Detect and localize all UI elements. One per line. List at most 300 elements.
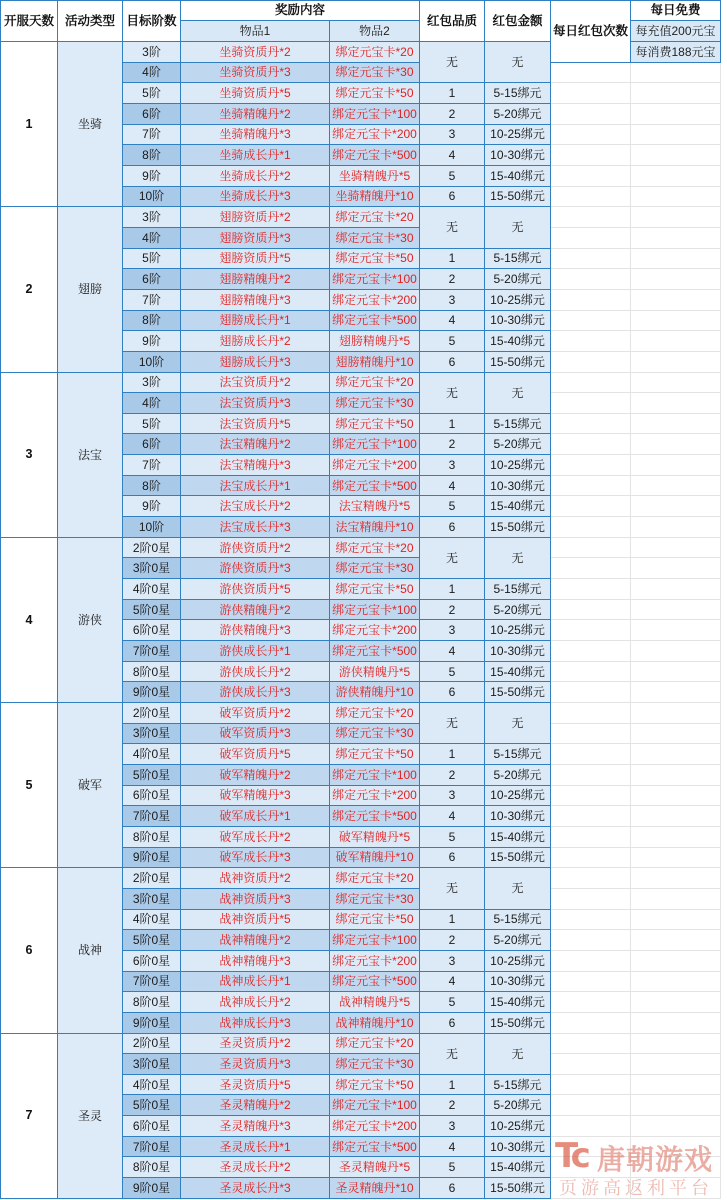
target-cell: 9阶0星 xyxy=(123,682,181,703)
empty-cell xyxy=(631,847,721,868)
empty-cell xyxy=(631,641,721,662)
item2-cell: 圣灵精魄丹*5 xyxy=(330,1157,420,1178)
item2-cell: 绑定元宝卡*20 xyxy=(330,868,420,889)
target-cell: 7阶 xyxy=(123,289,181,310)
empty-cell xyxy=(551,950,631,971)
empty-cell xyxy=(551,103,631,124)
amount-cell: 10-25绑元 xyxy=(485,124,551,145)
target-cell: 8阶 xyxy=(123,475,181,496)
empty-cell xyxy=(551,558,631,579)
item1-cell: 法宝成长丹*2 xyxy=(181,496,330,517)
quality-cell: 1 xyxy=(420,579,485,600)
quality-cell: 4 xyxy=(420,310,485,331)
quality-cell: 5 xyxy=(420,165,485,186)
empty-cell xyxy=(631,661,721,682)
target-cell: 5阶0星 xyxy=(123,930,181,951)
quality-cell: 2 xyxy=(420,103,485,124)
amount-cell: 15-40绑元 xyxy=(485,661,551,682)
empty-cell xyxy=(551,620,631,641)
empty-cell xyxy=(631,744,721,765)
type-cell: 法宝 xyxy=(58,372,123,537)
empty-cell xyxy=(631,537,721,558)
empty-cell xyxy=(551,207,631,228)
empty-cell xyxy=(551,723,631,744)
item1-cell: 游侠资质丹*5 xyxy=(181,579,330,600)
target-cell: 2阶0星 xyxy=(123,537,181,558)
type-cell: 坐骑 xyxy=(58,42,123,207)
empty-cell xyxy=(631,992,721,1013)
empty-cell xyxy=(631,269,721,290)
day-cell: 7 xyxy=(1,1033,58,1198)
item1-cell: 战神精魄丹*2 xyxy=(181,930,330,951)
table-row xyxy=(1,537,721,558)
item2-cell: 绑定元宝卡*100 xyxy=(330,269,420,290)
day-cell: 2 xyxy=(1,207,58,372)
item2-cell: 绑定元宝卡*50 xyxy=(330,744,420,765)
quality-cell: 6 xyxy=(420,1178,485,1199)
amount-cell: 5-15绑元 xyxy=(485,744,551,765)
item2-cell: 绑定元宝卡*20 xyxy=(330,207,420,228)
empty-cell xyxy=(631,393,721,414)
item1-cell: 坐骑资质丹*3 xyxy=(181,62,330,83)
item2-cell: 绑定元宝卡*30 xyxy=(330,558,420,579)
target-cell: 6阶 xyxy=(123,103,181,124)
item2-cell: 圣灵精魄丹*10 xyxy=(330,1178,420,1199)
item2-cell: 绑定元宝卡*20 xyxy=(330,703,420,724)
item2-cell: 绑定元宝卡*200 xyxy=(330,785,420,806)
daily-free-consume: 每消费188元宝 xyxy=(631,42,721,63)
amount-cell: 15-40绑元 xyxy=(485,1157,551,1178)
target-cell: 10阶 xyxy=(123,351,181,372)
target-cell: 9阶 xyxy=(123,165,181,186)
amount-cell: 无 xyxy=(485,537,551,578)
item1-cell: 翅膀成长丹*3 xyxy=(181,351,330,372)
item2-cell: 绑定元宝卡*100 xyxy=(330,434,420,455)
item2-cell: 坐骑精魄丹*10 xyxy=(330,186,420,207)
empty-cell xyxy=(551,227,631,248)
target-cell: 6阶0星 xyxy=(123,1116,181,1137)
empty-cell xyxy=(631,620,721,641)
amount-cell: 5-15绑元 xyxy=(485,579,551,600)
amount-cell: 5-15绑元 xyxy=(485,909,551,930)
empty-cell xyxy=(631,930,721,951)
empty-cell xyxy=(631,372,721,393)
quality-cell: 6 xyxy=(420,351,485,372)
item1-cell: 破军精魄丹*3 xyxy=(181,785,330,806)
item2-cell: 绑定元宝卡*50 xyxy=(330,413,420,434)
empty-cell xyxy=(551,475,631,496)
empty-cell xyxy=(631,682,721,703)
table-row xyxy=(1,703,721,724)
type-cell: 翅膀 xyxy=(58,207,123,372)
item2-cell: 绑定元宝卡*100 xyxy=(330,599,420,620)
empty-cell xyxy=(631,1054,721,1075)
empty-cell xyxy=(631,971,721,992)
item1-cell: 游侠成长丹*2 xyxy=(181,661,330,682)
item2-cell: 绑定元宝卡*200 xyxy=(330,1116,420,1137)
quality-cell: 1 xyxy=(420,744,485,765)
empty-cell xyxy=(631,496,721,517)
item2-cell: 绑定元宝卡*500 xyxy=(330,475,420,496)
amount-cell: 15-50绑元 xyxy=(485,682,551,703)
item1-cell: 圣灵精魄丹*3 xyxy=(181,1116,330,1137)
target-cell: 10阶 xyxy=(123,186,181,207)
empty-cell xyxy=(631,331,721,352)
item1-cell: 法宝精魄丹*2 xyxy=(181,434,330,455)
target-cell: 3阶0星 xyxy=(123,888,181,909)
day-cell: 3 xyxy=(1,372,58,537)
item1-cell: 破军成长丹*2 xyxy=(181,826,330,847)
item1-cell: 游侠成长丹*3 xyxy=(181,682,330,703)
amount-cell: 10-25绑元 xyxy=(485,950,551,971)
empty-cell xyxy=(631,475,721,496)
empty-cell xyxy=(631,145,721,166)
item2-cell: 绑定元宝卡*50 xyxy=(330,248,420,269)
empty-cell xyxy=(551,289,631,310)
item1-cell: 圣灵成长丹*3 xyxy=(181,1178,330,1199)
amount-cell: 10-25绑元 xyxy=(485,289,551,310)
quality-cell: 3 xyxy=(420,620,485,641)
empty-cell xyxy=(631,599,721,620)
quality-cell: 5 xyxy=(420,992,485,1013)
target-cell: 3阶 xyxy=(123,42,181,63)
target-cell: 2阶0星 xyxy=(123,868,181,889)
item1-cell: 游侠资质丹*2 xyxy=(181,537,330,558)
amount-cell: 15-40绑元 xyxy=(485,165,551,186)
target-cell: 6阶0星 xyxy=(123,620,181,641)
header-daily-free: 每日免费 xyxy=(631,1,721,21)
item2-cell: 翅膀精魄丹*10 xyxy=(330,351,420,372)
empty-cell xyxy=(631,558,721,579)
quality-cell: 4 xyxy=(420,1136,485,1157)
quality-cell: 2 xyxy=(420,764,485,785)
amount-cell: 5-15绑元 xyxy=(485,413,551,434)
empty-cell xyxy=(631,868,721,889)
quality-cell: 2 xyxy=(420,930,485,951)
empty-cell xyxy=(631,413,721,434)
empty-cell xyxy=(551,145,631,166)
target-cell: 9阶 xyxy=(123,496,181,517)
empty-cell xyxy=(631,434,721,455)
target-cell: 7阶 xyxy=(123,124,181,145)
quality-cell: 无 xyxy=(420,868,485,909)
empty-cell xyxy=(551,372,631,393)
target-cell: 7阶0星 xyxy=(123,1136,181,1157)
item1-cell: 战神资质丹*5 xyxy=(181,909,330,930)
empty-cell xyxy=(631,579,721,600)
quality-cell: 1 xyxy=(420,1074,485,1095)
target-cell: 5阶0星 xyxy=(123,764,181,785)
target-cell: 10阶 xyxy=(123,517,181,538)
quality-cell: 5 xyxy=(420,661,485,682)
target-cell: 4阶0星 xyxy=(123,909,181,930)
item2-cell: 绑定元宝卡*100 xyxy=(330,1095,420,1116)
empty-cell xyxy=(551,517,631,538)
item2-cell: 绑定元宝卡*30 xyxy=(330,888,420,909)
empty-cell xyxy=(631,1095,721,1116)
target-cell: 2阶0星 xyxy=(123,703,181,724)
header-type: 活动类型 xyxy=(58,1,123,42)
quality-cell: 3 xyxy=(420,124,485,145)
item2-cell: 绑定元宝卡*50 xyxy=(330,1074,420,1095)
item2-cell: 绑定元宝卡*100 xyxy=(330,930,420,951)
amount-cell: 5-20绑元 xyxy=(485,764,551,785)
quality-cell: 5 xyxy=(420,331,485,352)
item2-cell: 绑定元宝卡*50 xyxy=(330,579,420,600)
quality-cell: 3 xyxy=(420,455,485,476)
target-cell: 4阶0星 xyxy=(123,579,181,600)
quality-cell: 3 xyxy=(420,289,485,310)
target-cell: 6阶 xyxy=(123,434,181,455)
target-cell: 5阶0星 xyxy=(123,1095,181,1116)
amount-cell: 15-40绑元 xyxy=(485,331,551,352)
amount-cell: 5-15绑元 xyxy=(485,83,551,104)
item2-cell: 绑定元宝卡*20 xyxy=(330,372,420,393)
empty-cell xyxy=(551,1012,631,1033)
item2-cell: 绑定元宝卡*20 xyxy=(330,42,420,63)
brand-logo-icon: Tc xyxy=(555,1136,588,1176)
quality-cell: 5 xyxy=(420,1157,485,1178)
empty-cell xyxy=(551,83,631,104)
target-cell: 8阶 xyxy=(123,310,181,331)
empty-cell xyxy=(551,682,631,703)
target-cell: 3阶0星 xyxy=(123,1054,181,1075)
amount-cell: 5-20绑元 xyxy=(485,103,551,124)
empty-cell xyxy=(631,764,721,785)
amount-cell: 10-30绑元 xyxy=(485,475,551,496)
item1-cell: 圣灵精魄丹*2 xyxy=(181,1095,330,1116)
item2-cell: 法宝精魄丹*10 xyxy=(330,517,420,538)
empty-cell xyxy=(551,909,631,930)
item2-cell: 破军精魄丹*5 xyxy=(330,826,420,847)
target-cell: 2阶0星 xyxy=(123,1033,181,1054)
quality-cell: 1 xyxy=(420,83,485,104)
quality-cell: 4 xyxy=(420,971,485,992)
empty-cell xyxy=(551,888,631,909)
item1-cell: 坐骑成长丹*3 xyxy=(181,186,330,207)
target-cell: 6阶 xyxy=(123,269,181,290)
item1-cell: 法宝成长丹*1 xyxy=(181,475,330,496)
amount-cell: 15-40绑元 xyxy=(485,826,551,847)
item1-cell: 战神资质丹*2 xyxy=(181,868,330,889)
target-cell: 3阶 xyxy=(123,372,181,393)
item2-cell: 绑定元宝卡*30 xyxy=(330,393,420,414)
quality-cell: 无 xyxy=(420,1033,485,1074)
header-item1: 物品1 xyxy=(181,21,330,42)
target-cell: 8阶0星 xyxy=(123,1157,181,1178)
item1-cell: 破军成长丹*1 xyxy=(181,806,330,827)
day-cell: 6 xyxy=(1,868,58,1033)
item1-cell: 破军资质丹*3 xyxy=(181,723,330,744)
item2-cell: 绑定元宝卡*500 xyxy=(330,806,420,827)
empty-cell xyxy=(631,310,721,331)
empty-cell xyxy=(631,785,721,806)
empty-cell xyxy=(551,579,631,600)
empty-cell xyxy=(551,331,631,352)
item2-cell: 绑定元宝卡*500 xyxy=(330,971,420,992)
target-cell: 8阶 xyxy=(123,145,181,166)
empty-cell xyxy=(631,455,721,476)
type-cell: 战神 xyxy=(58,868,123,1033)
quality-cell: 无 xyxy=(420,703,485,744)
amount-cell: 无 xyxy=(485,1033,551,1074)
amount-cell: 无 xyxy=(485,42,551,83)
empty-cell xyxy=(551,1033,631,1054)
quality-cell: 3 xyxy=(420,950,485,971)
amount-cell: 15-50绑元 xyxy=(485,186,551,207)
quality-cell: 2 xyxy=(420,599,485,620)
target-cell: 5阶 xyxy=(123,83,181,104)
item1-cell: 游侠成长丹*1 xyxy=(181,641,330,662)
empty-cell xyxy=(551,351,631,372)
empty-cell xyxy=(631,103,721,124)
item1-cell: 圣灵资质丹*3 xyxy=(181,1054,330,1075)
empty-cell xyxy=(551,661,631,682)
empty-cell xyxy=(551,826,631,847)
quality-cell: 5 xyxy=(420,826,485,847)
item1-cell: 游侠精魄丹*3 xyxy=(181,620,330,641)
item2-cell: 坐骑精魄丹*5 xyxy=(330,165,420,186)
item2-cell: 绑定元宝卡*200 xyxy=(330,620,420,641)
empty-cell xyxy=(551,1074,631,1095)
day-cell: 4 xyxy=(1,537,58,702)
amount-cell: 5-20绑元 xyxy=(485,599,551,620)
item1-cell: 翅膀资质丹*3 xyxy=(181,227,330,248)
item1-cell: 战神成长丹*1 xyxy=(181,971,330,992)
amount-cell: 10-30绑元 xyxy=(485,806,551,827)
quality-cell: 5 xyxy=(420,496,485,517)
empty-cell xyxy=(631,806,721,827)
item2-cell: 战神精魄丹*5 xyxy=(330,992,420,1013)
quality-cell: 4 xyxy=(420,806,485,827)
quality-cell: 无 xyxy=(420,372,485,413)
target-cell: 9阶0星 xyxy=(123,847,181,868)
item1-cell: 坐骑成长丹*2 xyxy=(181,165,330,186)
quality-cell: 3 xyxy=(420,785,485,806)
watermark-title: 唐朝游戏 xyxy=(597,1144,714,1175)
empty-cell xyxy=(631,124,721,145)
item2-cell: 绑定元宝卡*200 xyxy=(330,950,420,971)
type-cell: 破军 xyxy=(58,703,123,868)
item1-cell: 破军资质丹*5 xyxy=(181,744,330,765)
target-cell: 3阶0星 xyxy=(123,558,181,579)
item2-cell: 绑定元宝卡*500 xyxy=(330,1136,420,1157)
amount-cell: 5-20绑元 xyxy=(485,269,551,290)
item1-cell: 法宝精魄丹*3 xyxy=(181,455,330,476)
empty-cell xyxy=(551,806,631,827)
quality-cell: 4 xyxy=(420,475,485,496)
amount-cell: 无 xyxy=(485,207,551,248)
amount-cell: 15-50绑元 xyxy=(485,351,551,372)
item2-cell: 绑定元宝卡*200 xyxy=(330,289,420,310)
empty-cell xyxy=(551,868,631,889)
item1-cell: 翅膀精魄丹*3 xyxy=(181,289,330,310)
table-row xyxy=(1,207,721,228)
table-row xyxy=(1,372,721,393)
table-row xyxy=(1,1033,721,1054)
empty-cell xyxy=(631,1033,721,1054)
empty-cell xyxy=(551,930,631,951)
empty-cell xyxy=(631,62,721,83)
item2-cell: 绑定元宝卡*30 xyxy=(330,723,420,744)
empty-cell xyxy=(551,785,631,806)
item2-cell: 战神精魄丹*10 xyxy=(330,1012,420,1033)
empty-cell xyxy=(551,971,631,992)
empty-cell xyxy=(631,1012,721,1033)
watermark-subtitle: 页游高返利平台 xyxy=(559,1178,713,1198)
item2-cell: 绑定元宝卡*200 xyxy=(330,455,420,476)
item1-cell: 法宝资质丹*5 xyxy=(181,413,330,434)
target-cell: 8阶0星 xyxy=(123,826,181,847)
target-cell: 9阶0星 xyxy=(123,1012,181,1033)
target-cell: 8阶0星 xyxy=(123,992,181,1013)
item1-cell: 战神成长丹*2 xyxy=(181,992,330,1013)
item2-cell: 绑定元宝卡*30 xyxy=(330,62,420,83)
item2-cell: 绑定元宝卡*50 xyxy=(330,909,420,930)
target-cell: 4阶 xyxy=(123,62,181,83)
type-cell: 游侠 xyxy=(58,537,123,702)
amount-cell: 15-50绑元 xyxy=(485,847,551,868)
item2-cell: 绑定元宝卡*500 xyxy=(330,145,420,166)
amount-cell: 10-25绑元 xyxy=(485,1116,551,1137)
header-reward: 奖励内容 xyxy=(181,1,420,21)
item1-cell: 圣灵资质丹*5 xyxy=(181,1074,330,1095)
empty-cell xyxy=(631,703,721,724)
quality-cell: 2 xyxy=(420,1095,485,1116)
empty-cell xyxy=(551,1095,631,1116)
amount-cell: 15-40绑元 xyxy=(485,496,551,517)
amount-cell: 5-20绑元 xyxy=(485,434,551,455)
target-cell: 4阶 xyxy=(123,227,181,248)
item1-cell: 战神资质丹*3 xyxy=(181,888,330,909)
quality-cell: 3 xyxy=(420,1116,485,1137)
empty-cell xyxy=(631,289,721,310)
target-cell: 8阶0星 xyxy=(123,661,181,682)
target-cell: 4阶0星 xyxy=(123,744,181,765)
amount-cell: 10-30绑元 xyxy=(485,145,551,166)
empty-cell xyxy=(631,517,721,538)
target-cell: 9阶 xyxy=(123,331,181,352)
item2-cell: 游侠精魄丹*5 xyxy=(330,661,420,682)
amount-cell: 5-15绑元 xyxy=(485,248,551,269)
item2-cell: 绑定元宝卡*200 xyxy=(330,124,420,145)
amount-cell: 10-25绑元 xyxy=(485,455,551,476)
quality-cell: 4 xyxy=(420,145,485,166)
amount-cell: 10-30绑元 xyxy=(485,971,551,992)
empty-cell xyxy=(631,950,721,971)
empty-cell xyxy=(551,703,631,724)
item1-cell: 法宝资质丹*3 xyxy=(181,393,330,414)
item2-cell: 绑定元宝卡*100 xyxy=(330,103,420,124)
item2-cell: 绑定元宝卡*500 xyxy=(330,310,420,331)
empty-cell xyxy=(551,744,631,765)
empty-cell xyxy=(551,641,631,662)
item1-cell: 圣灵成长丹*2 xyxy=(181,1157,330,1178)
amount-cell: 15-50绑元 xyxy=(485,1012,551,1033)
amount-cell: 15-40绑元 xyxy=(485,992,551,1013)
item1-cell: 破军成长丹*3 xyxy=(181,847,330,868)
header-item2: 物品2 xyxy=(330,21,420,42)
item1-cell: 破军资质丹*2 xyxy=(181,703,330,724)
quality-cell: 1 xyxy=(420,413,485,434)
item2-cell: 绑定元宝卡*20 xyxy=(330,1033,420,1054)
item2-cell: 翅膀精魄丹*5 xyxy=(330,331,420,352)
item1-cell: 战神成长丹*3 xyxy=(181,1012,330,1033)
amount-cell: 无 xyxy=(485,868,551,909)
quality-cell: 6 xyxy=(420,847,485,868)
quality-cell: 无 xyxy=(420,42,485,83)
item1-cell: 破军精魄丹*2 xyxy=(181,764,330,785)
